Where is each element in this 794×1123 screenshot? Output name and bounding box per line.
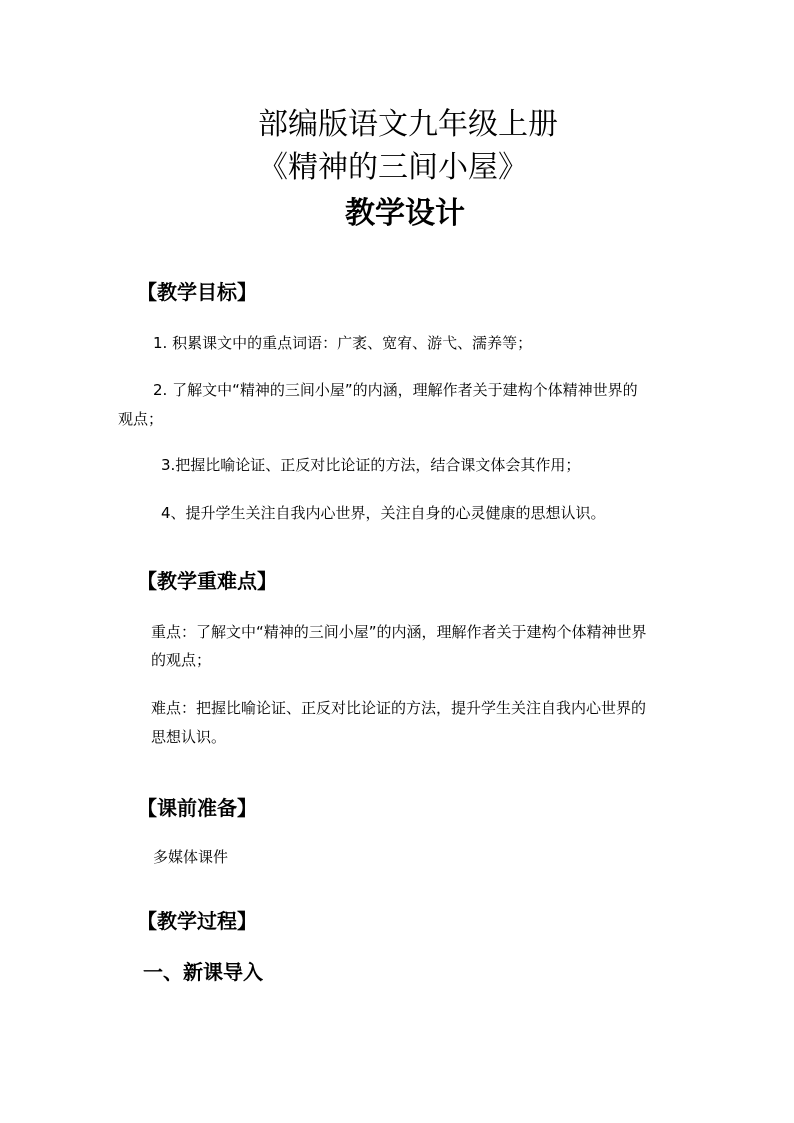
preparation-heading: 【课前准备】: [137, 796, 257, 820]
title-line-3: 教学设计: [345, 196, 465, 231]
difficulty-line-1: 难点：把握比喻论证、正反对比论证的方法，提升学生关注自我内心世界的: [151, 699, 647, 717]
difficulty-line-2: 思想认识。: [151, 728, 227, 746]
objective-item-3: 3.把握比喻论证、正反对比论证的方法，结合课文体会其作用；: [161, 456, 581, 474]
key-points-heading: 【教学重难点】: [137, 569, 277, 593]
focus-line-2: 的观点；: [151, 651, 212, 669]
objective-item-2-line-1: 2. 了解文中“精神的三间小屋”的内涵，理解作者关于建构个体精神世界的: [153, 381, 638, 399]
focus-line-1: 重点：了解文中“精神的三间小屋”的内涵，理解作者关于建构个体精神世界: [151, 623, 647, 641]
title-line-2: 《精神的三间小屋》: [258, 150, 528, 185]
process-step-1: 一、新课导入: [143, 960, 263, 984]
objective-item-1: 1. 积累课文中的重点词语：广袤、宽宥、游弋、濡养等；: [153, 334, 533, 352]
process-heading: 【教学过程】: [137, 909, 257, 933]
objectives-heading: 【教学目标】: [137, 280, 257, 304]
preparation-content: 多媒体课件: [153, 848, 229, 866]
objective-item-4: 4、提升学生关注自我内心世界，关注自身的心灵健康的思想认识。: [161, 504, 606, 522]
objective-item-2-line-2: 观点；: [118, 410, 164, 428]
title-line-1: 部编版语文九年级上册: [258, 107, 558, 142]
